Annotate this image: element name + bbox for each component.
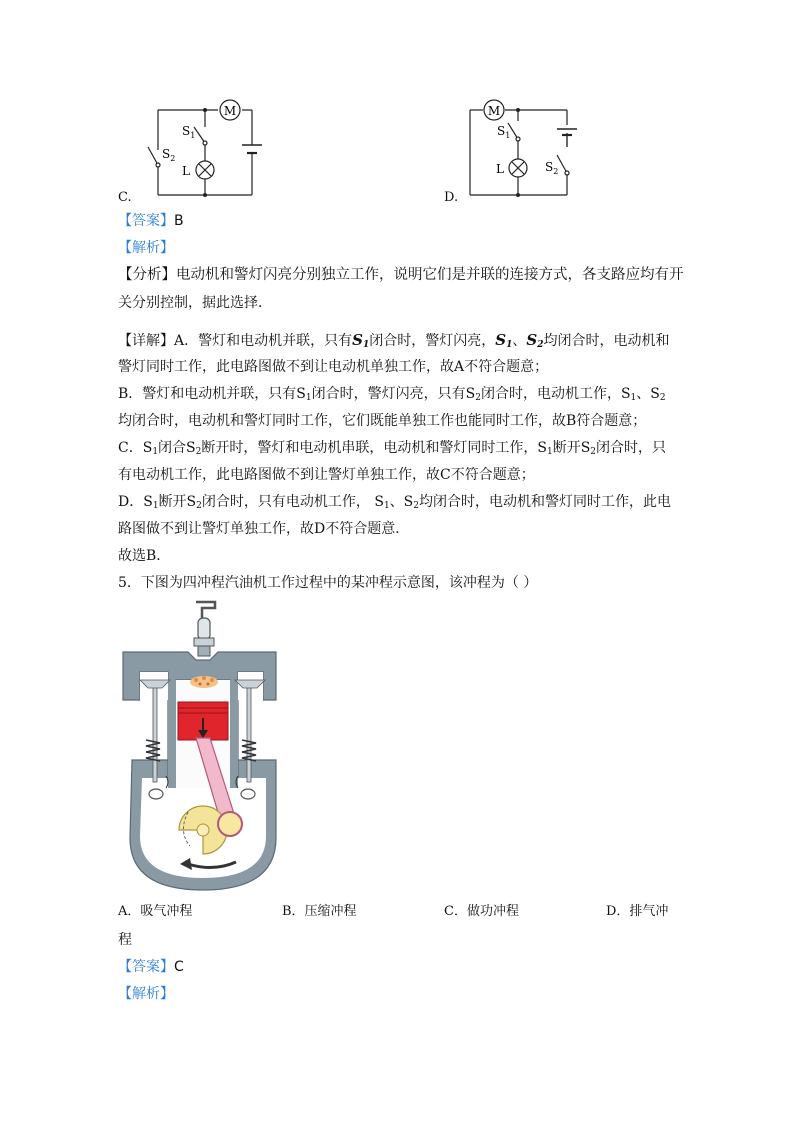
q4-detail-b-line-2: [118, 411, 646, 431]
q4-detail-a-line-2: [118, 357, 548, 377]
answer-tag: 【答案】: [118, 213, 174, 229]
q4-detail-d-line-2: [118, 519, 409, 539]
combustion-spark: [190, 676, 218, 688]
s1-symbol-b: $S_1$: [495, 331, 513, 350]
q4-detail-d-line-1: D．$S_1$断开$S_2$闭合时，只有电动机工作， $S_1$、$S_2$均闭合时，电动机和警灯同时工作，此电: [118, 494, 671, 511]
q5-answer-value: C: [174, 959, 184, 975]
circuit-diagram-c: [130, 95, 270, 205]
q5-analysis-line: [118, 984, 174, 1004]
circuit-c-lamp-label: L: [182, 164, 190, 178]
engine-diagram: [118, 600, 288, 892]
circuit-c-motor-label: M: [223, 104, 237, 118]
circuit-d-lamp-label: L: [496, 162, 504, 176]
s1-symbol: $S_1$: [352, 331, 370, 350]
s2-symbol: $S_2$: [526, 331, 544, 350]
detail-a-sep: 、: [512, 333, 527, 349]
fenxi-text-1: 电动机和警灯闪亮分别独立工作，说明它们是并联的连接方式，各支路应均有开: [176, 267, 684, 283]
circuit-diagram-d: [465, 95, 605, 205]
detail-a-text-3: 均闭合时，电动机和: [543, 333, 670, 349]
detail-a-text-4: 警灯同时工作，此电路图做不到让电动机单独工作，故A不符合题意；: [118, 359, 549, 375]
q5-answer-line: [118, 957, 184, 977]
engine-svg: [118, 600, 288, 892]
analysis-tag: 【解析】: [118, 240, 174, 256]
q5-stem: 5．下图为四冲程汽油机工作过程中的某冲程示意图，该冲程为（ ）: [118, 575, 538, 591]
q5-option-d-wrap: 程: [118, 932, 132, 948]
q4-detail-c-line-2: [118, 465, 535, 485]
piston: [178, 702, 228, 740]
circuit-c-option-label: C.: [118, 190, 132, 205]
circuit-c-s2-label: $S_2$: [162, 147, 176, 163]
q5-option-b: B．压缩冲程: [282, 904, 357, 919]
q5-option-a: A．吸气冲程: [118, 904, 193, 919]
q4-analysis-tag-line: [118, 238, 174, 258]
exhaust-cam: [241, 789, 255, 799]
q4-detail-c-line-1: C．$S_1$闭合$S_2$断开时，警灯和电动机串联，电动机和警灯同时工作，$S_1$断开$S_2$闭合时，只: [118, 440, 667, 457]
detail-a-text-1: A．警灯和电动机并联，只有: [174, 333, 353, 349]
answer-value: B: [174, 213, 184, 229]
circuit-d-motor-label: M: [487, 104, 501, 118]
q4-detail-b-line-1: B．警灯和电动机并联，只有$S_1$闭合时，警灯闪亮，只有$S_2$闭合时，电动机工作，$S_1$、$S_2$: [118, 386, 666, 403]
circuit-d-s2-label: $S_2$: [545, 160, 559, 176]
circuit-d-option-label: D.: [444, 190, 459, 205]
q4-fenxi-line-2: [118, 293, 272, 313]
q4-conclusion: 故选B．: [118, 548, 171, 564]
circuit-d-s1-label: $S_1$: [497, 124, 511, 140]
circuit-d-svg: [465, 95, 605, 205]
q5-analysis-tag: 【解析】: [118, 986, 174, 1002]
q5-option-c: C．做功冲程: [444, 904, 519, 919]
fenxi-tag: 【分析】: [118, 267, 176, 283]
detail-tag: 【详解】: [118, 333, 174, 349]
fenxi-text-2: 关分别控制，据此选择．: [118, 295, 272, 311]
circuit-c-svg: [130, 95, 270, 205]
spark-plug: [194, 602, 215, 656]
detail-b-text-2: 均闭合时，电动机和警灯同时工作，它们既能单独工作也能同时工作，故B符合题意；: [118, 413, 647, 429]
detail-d-text-2: 路图做不到让警灯单独工作，故D不符合题意．: [118, 521, 410, 537]
q5-answer-tag: 【答案】: [118, 959, 174, 975]
q4-answer-line: [118, 211, 184, 231]
intake-cam: [149, 789, 163, 799]
detail-a-text-2: 闭合时，警灯闪亮，: [369, 333, 496, 349]
q5-option-d: D．排气冲: [606, 904, 669, 919]
q4-detail-a-line-1: [118, 330, 669, 355]
circuit-c-s1-label: $S_1$: [182, 124, 196, 140]
detail-c-text-2: 有电动机工作，此电路图做不到让警灯单独工作，故C不符合题意；: [118, 467, 535, 483]
q4-fenxi-line-1: [118, 265, 684, 285]
